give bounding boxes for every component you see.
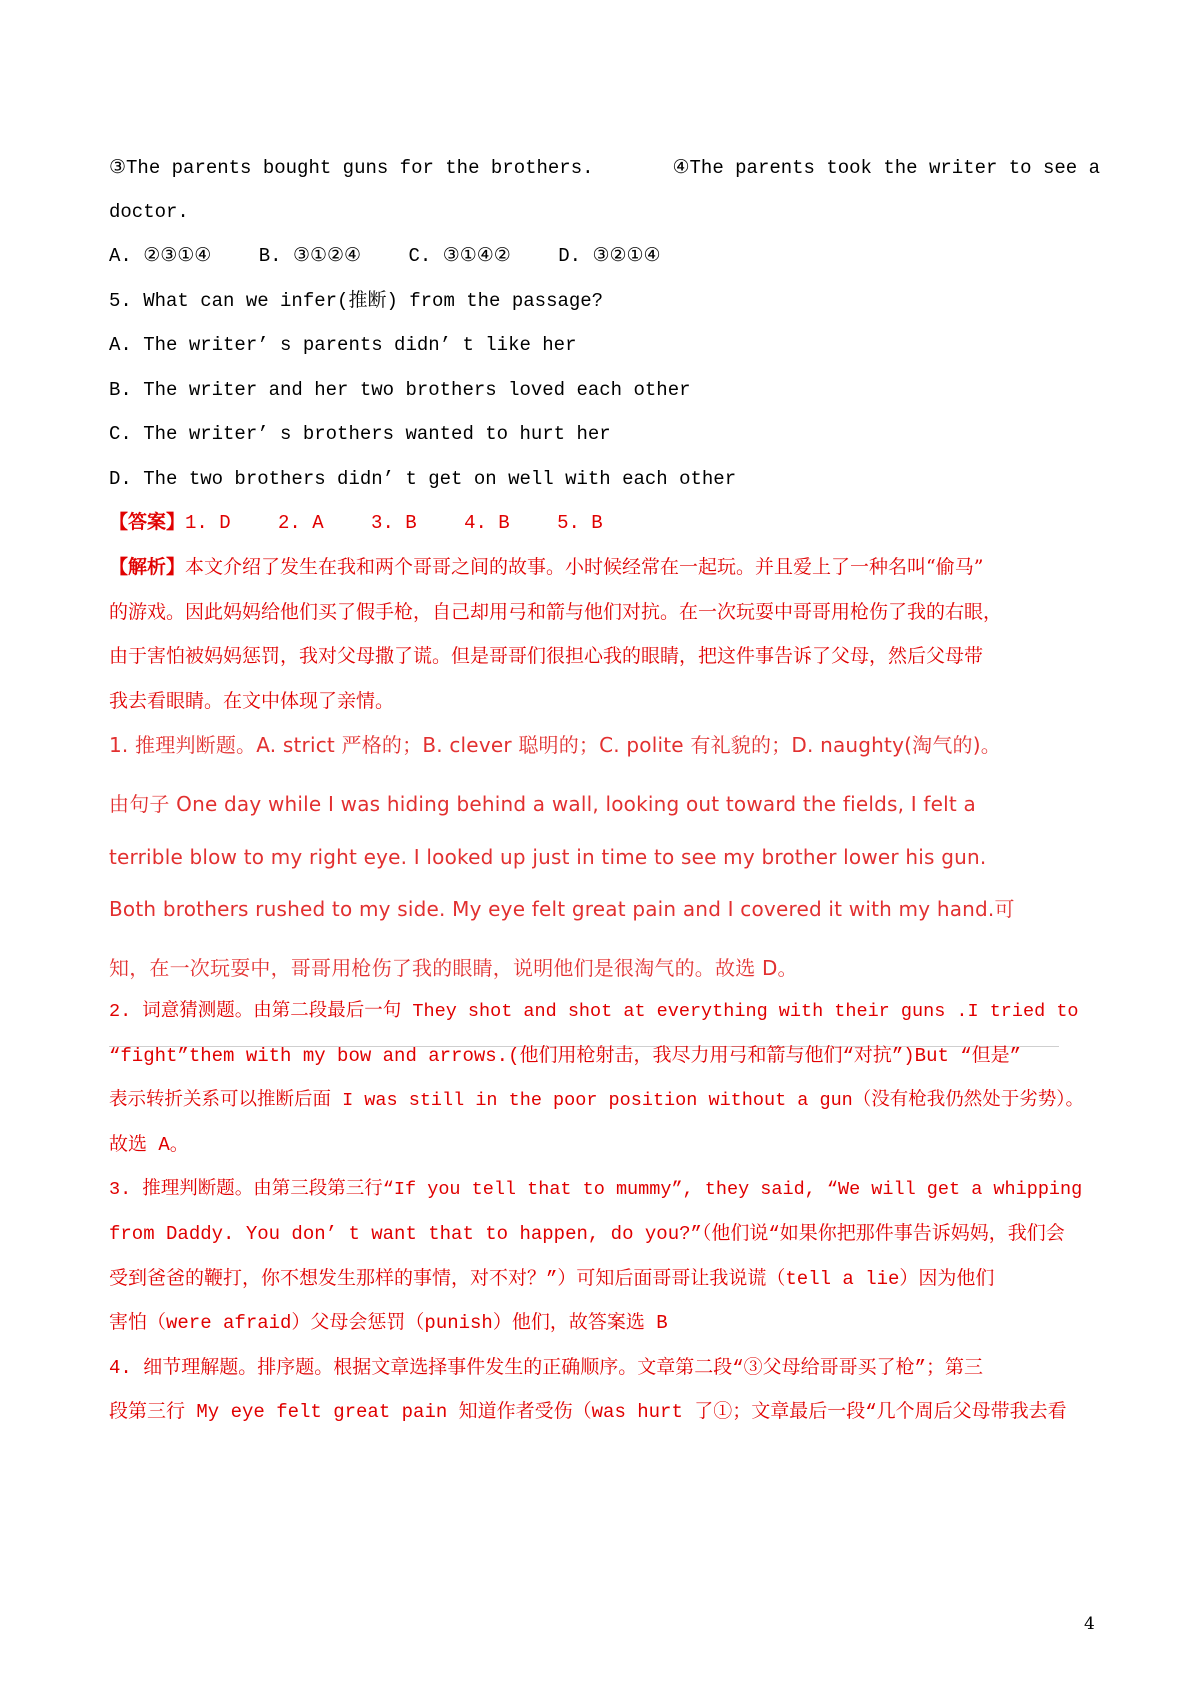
q4-choice-a: A. ②③①④ [109,245,212,267]
analysis-line-3: 由于害怕被妈妈惩罚，我对父母撒了谎。但是哥哥们很担心我的眼睛，把这件事告诉了父母，然后父母带 [109,645,984,667]
page-number: 4 [1084,1614,1095,1634]
q5-stem: 5. What can we infer(推断) from the passage? [109,290,604,312]
q4-item-4: ④The parents took the writer to see a [672,157,1100,179]
q4-choice-b: B. ③①②④ [258,245,362,267]
explain1-line-2: 由句子 One day while I was hiding behind a wall, looking out toward the fields, I felt a [109,792,976,816]
answer-line [109,510,1100,536]
explain1-line-5: 知，在一次玩耍中，哥哥用枪伤了我的眼睛，说明他们是很淘气的。故选 D。 [109,956,798,980]
explain4-line-1: 4. 细节理解题。排序题。根据文章选择事件发生的正确顺序。文章第二段“③父母给哥哥买了枪”；第三 [109,1357,984,1379]
explain3-line-3: 受到爸爸的鞭打，你不想发生那样的事情，对不对？”）可知后面哥哥让我说谎（tell a lie）因为他们 [109,1268,995,1290]
answer-2: 2. A [278,512,324,534]
explain2-line-4: 故选 A。 [109,1134,189,1156]
q4-item-3: ③The parents bought guns for the brothers. [109,157,594,179]
answer-label: 【答案】 [109,512,186,534]
explain4-line-2: 段第三行 My eye felt great pain 知道作者受伤（was hurt 了①；文章最后一段“几个周后父母带我去看 [109,1401,1067,1423]
explain3-line-4: 害怕（were afraid）父母会惩罚（punish）他们，故答案选 B [109,1312,668,1334]
analysis-line-1: 【解析】本文介绍了发生在我和两个哥哥之间的故事。小时候经常在一起玩。并且爱上了一种名叫“偷马” [109,556,984,578]
explain2-line-1: 2. 词意猜测题。由第二段最后一句 They shot and shot at everything with their guns .I tried to [109,1001,1079,1022]
explain3-line-1: 3. 推理判断题。由第三段第三行“If you tell that to mummy”, they said, “We will get a whipping [109,1179,1083,1200]
q4-item-4-continued: doctor. [109,201,189,223]
analysis-label: 【解析】 [109,556,186,578]
q5-option-d: D. The two brothers didn’ t get on well with each other [109,468,737,490]
analysis-line-4: 我去看眼睛。在文中体现了亲情。 [109,690,395,712]
q5-option-b: B. The writer and her two brothers loved each other [109,379,691,401]
question4-items-row [109,155,1100,181]
explain1-line-4: Both brothers rushed to my side. My eye felt great pain and I covered it with my hand.可 [109,897,1015,921]
explain3-line-2: from Daddy. You don’ t want that to happen, do you?”（他们说“如果你把那件事告诉妈妈，我们会 [109,1223,1065,1245]
explain2-line-2: “fight”them with my bow and arrows.(他们用枪射击，我尽力用弓和箭与他们“对抗”)But “但是” [109,1045,1022,1067]
q4-choices [109,243,1100,269]
analysis-line-2: 的游戏。因此妈妈给他们买了假手枪，自己却用弓和箭与他们对抗。在一次玩耍中哥哥用枪伤了我的右眼， [109,601,1003,623]
answer-1: 1. D [185,512,231,534]
explain1-line-1: 1. 推理判断题。A. strict 严格的；B. clever 聪明的；C. polite 有礼貌的；D. naughty(淘气的)。 [109,733,1001,757]
explain2-line-3: 表示转折关系可以推断后面 I was still in the poor position without a gun（没有枪我仍然处于劣势）。 [109,1090,1085,1111]
answer-4: 4. B [464,512,510,534]
answer-3: 3. B [371,512,417,534]
q4-choice-d: D. ③②①④ [558,245,661,267]
q4-choice-c: C. ③①④② [408,245,511,267]
q5-option-a: A. The writer’ s parents didn’ t like her [109,334,577,356]
explain1-line-3: terrible blow to my right eye. I looked up just in time to see my brother lower his gun. [109,845,987,869]
q5-option-c: C. The writer’ s brothers wanted to hurt her [109,423,611,445]
answer-5: 5. B [557,512,603,534]
